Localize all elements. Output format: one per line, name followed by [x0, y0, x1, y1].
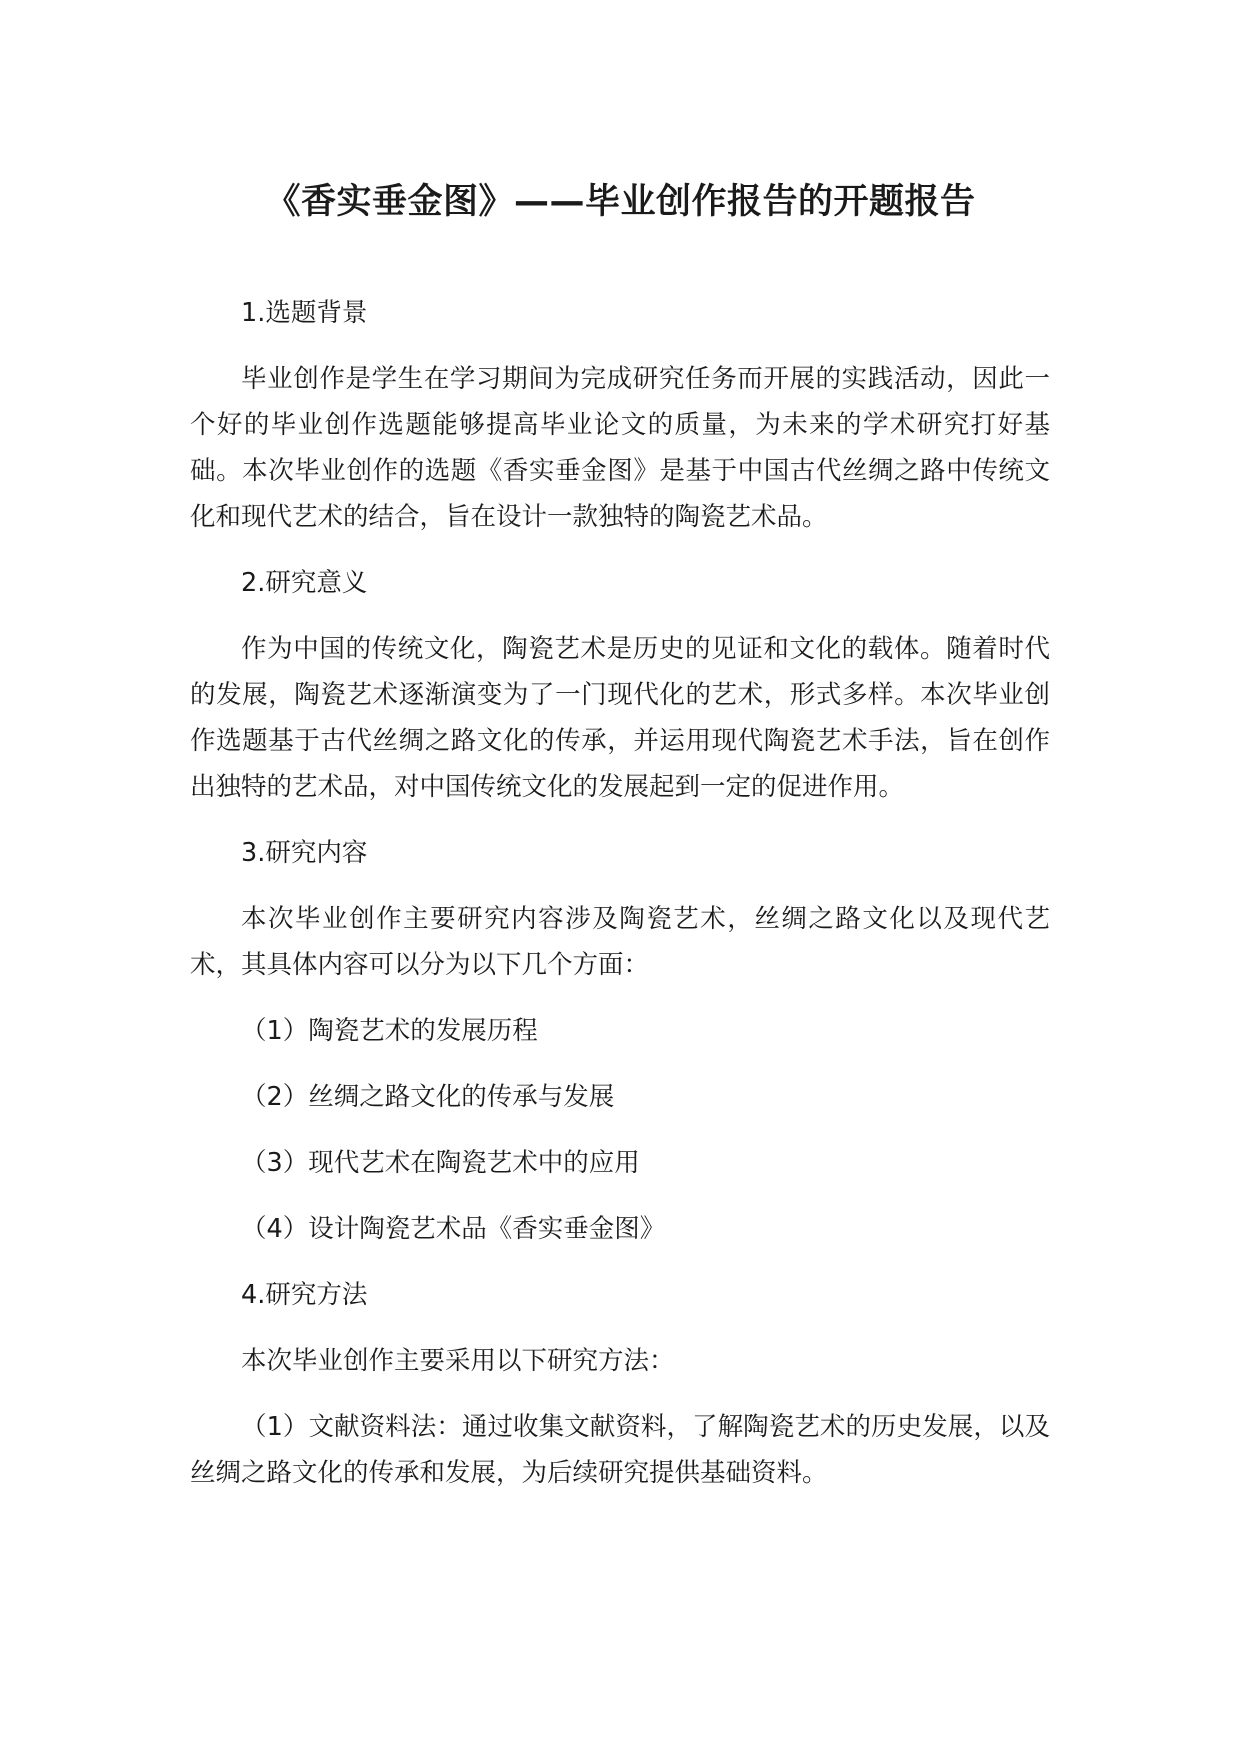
methods-intro-paragraph: 本次毕业创作主要采用以下研究方法： [241, 1346, 675, 1376]
methods-list-item: （1）文献资料法：通过收集文献资料，了解陶瓷艺术的历史发展，以及丝绸之路文化的传承和发展，为后续研究提供基础资料。 [190, 1412, 1050, 1488]
background-paragraph: 毕业创作是学生在学习期间为完成研究任务而开展的实践活动，因此一个好的毕业创作选题能够提高毕业论文的质量，为未来的学术研究打好基础。本次毕业创作的选题《香实垂金图》是基于中国古代丝绸之路中传统文化和现代艺术的结合，旨在设计一款独特的陶瓷艺术品。 [190, 364, 1050, 532]
section-heading-methods: 4.研究方法 [241, 1280, 368, 1310]
content-list-item: （2）丝绸之路文化的传承与发展 [241, 1082, 615, 1112]
content-list-item: （4）设计陶瓷艺术品《香实垂金图》 [241, 1214, 666, 1244]
significance-paragraph: 作为中国的传统文化，陶瓷艺术是历史的见证和文化的载体。随着时代的发展，陶瓷艺术逐渐演变为了一门现代化的艺术，形式多样。本次毕业创作选题基于古代丝绸之路文化的传承，并运用现代陶瓷艺术手法，旨在创作出独特的艺术品，对中国传统文化的发展起到一定的促进作用。 [190, 634, 1050, 802]
document-body [190, 290, 1050, 1516]
document-title: 《香实垂金图》——毕业创作报告的开题报告 [265, 182, 976, 222]
content-intro-paragraph: 本次毕业创作主要研究内容涉及陶瓷艺术，丝绸之路文化以及现代艺术，其具体内容可以分为以下几个方面： [190, 904, 1050, 980]
content-list-item: （3）现代艺术在陶瓷艺术中的应用 [241, 1148, 640, 1178]
content-list-item: （1）陶瓷艺术的发展历程 [241, 1016, 538, 1046]
section-heading-significance: 2.研究意义 [241, 568, 368, 598]
section-heading-background: 1.选题背景 [241, 298, 368, 328]
section-heading-content: 3.研究内容 [241, 838, 368, 868]
